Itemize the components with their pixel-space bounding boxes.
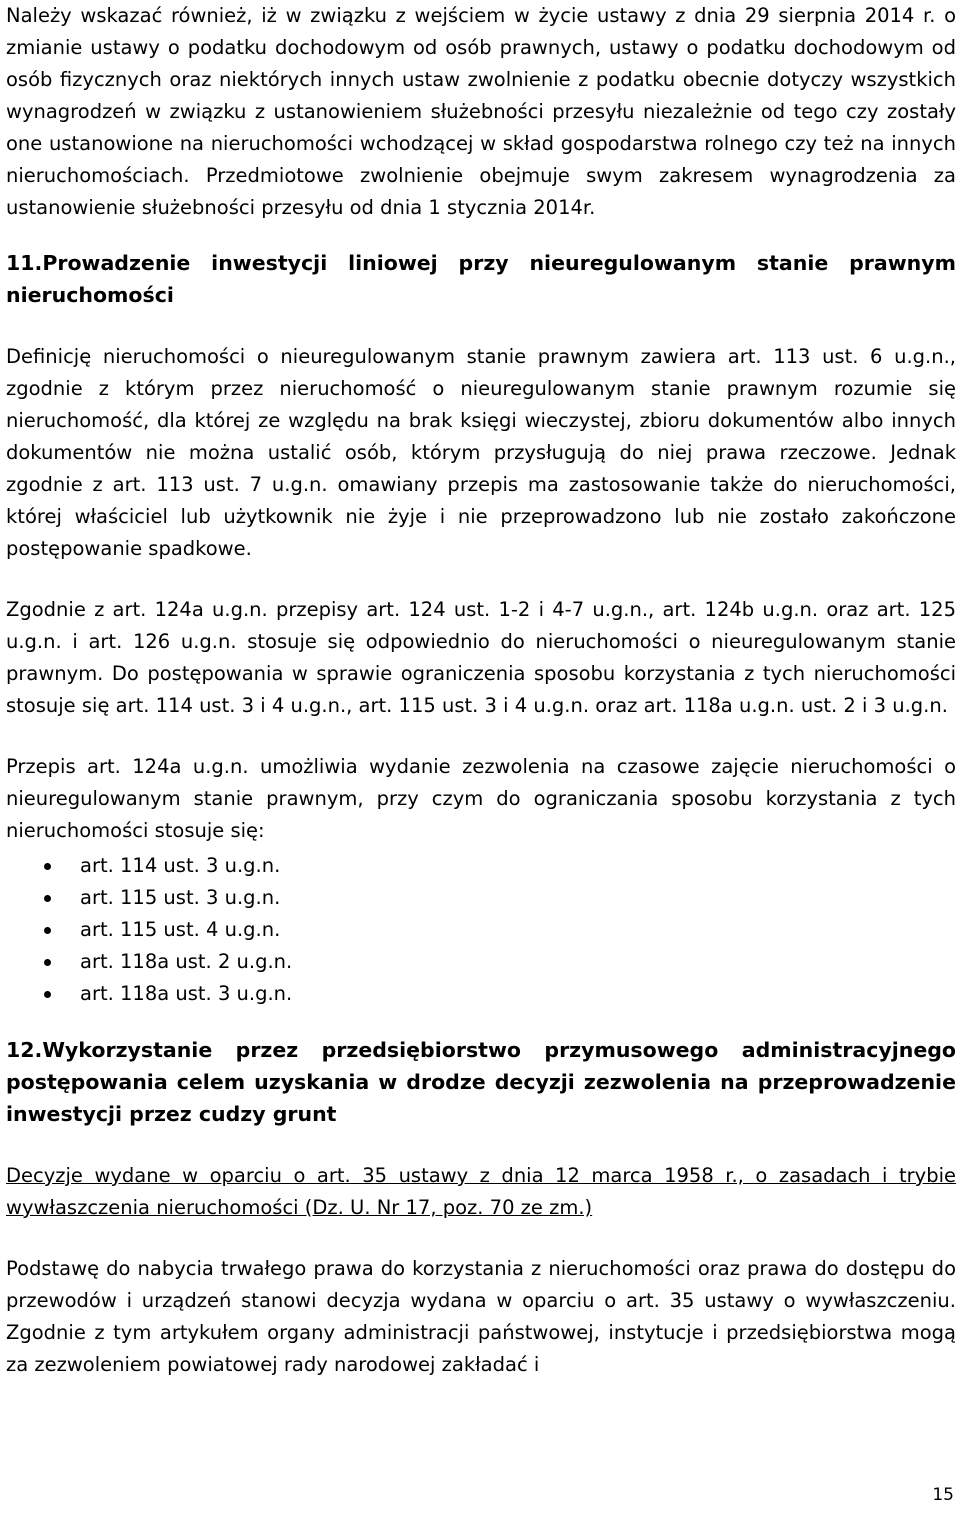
list-item-text: art. 115 ust. 3 u.g.n. xyxy=(80,886,281,909)
section-11-paragraph-2: Zgodnie z art. 124a u.g.n. przepisy art. 124 ust. 1-2 i 4-7 u.g.n., art. 124b u.g.n. oraz art. 125 u.g.n. i art. 126 u.g.n. stosuje się odpowiednio do nieruchomości o nieuregulowanym stanie prawnym. Do postępowania w sprawie ograniczenia sposobu korzystania z tych nieruchomości stosuje się art. 114 ust. 3 i 4 u.g.n., art. 115 ust. 3 i 4 u.g.n. oraz art. 118a u.g.n. ust. 2 i 3 u.g.n. xyxy=(6,598,956,717)
bullet-icon xyxy=(44,863,51,870)
section-12-paragraph-1: Podstawę do nabycia trwałego prawa do korzystania z nieruchomości oraz prawa do dostępu do przewodów i urządzeń stanowi decyzja wydana w oparciu o art. 35 ustawy o wywłaszczeniu. Zgodnie z tym artykułem organy administracji państwowej, instytucje i przedsiębiorstwa mogą za zezwoleniem powiatowej rady narodowej zakładać i xyxy=(6,1257,956,1376)
bullet-list xyxy=(6,850,956,1010)
list-item-text: art. 118a ust. 3 u.g.n. xyxy=(80,982,293,1005)
bullet-icon xyxy=(44,959,51,966)
list-item-text: art. 118a ust. 2 u.g.n. xyxy=(80,950,293,973)
section-12-underlined-paragraph: Decyzje wydane w oparciu o art. 35 ustawy z dnia 12 marca 1958 r., o zasadach i trybie wywłaszczenia nieruchomości (Dz. U. Nr 17, poz. 70 ze zm.) xyxy=(6,1164,956,1219)
list-item xyxy=(6,978,956,1010)
list-item xyxy=(6,914,956,946)
list-item xyxy=(6,946,956,978)
section-11-paragraph-1: Definicję nieruchomości o nieuregulowanym stanie prawnym zawiera art. 113 ust. 6 u.g.n., zgodnie z którym przez nieruchomość o nieuregulowanym stanie prawnym rozumie się nieruchomość, dla której ze względu na brak księgi wieczystej, zbioru dokumentów albo innych dokumentów nie można ustalić osób, którym przysługują do niej prawa rzeczowe. Jednak zgodnie z art. 113 ust. 7 u.g.n. omawiany przepis ma zastosowanie także do nieruchomości, której właściciel lub użytkownik nie żyje i nie przeprowadzono lub nie zostało zakończone postępowanie spadkowe. xyxy=(6,345,956,560)
bullet-icon xyxy=(44,927,51,934)
bullet-icon xyxy=(44,895,51,902)
section-11-heading: 11.Prowadzenie inwestycji liniowej przy nieuregulowanym stanie prawnym nieruchomości xyxy=(6,251,956,307)
list-item xyxy=(6,850,956,882)
list-item-text: art. 114 ust. 3 u.g.n. xyxy=(80,854,281,877)
page-number: 15 xyxy=(932,1485,954,1505)
intro-paragraph: Należy wskazać również, iż w związku z wejściem w życie ustawy z dnia 29 sierpnia 2014 r. o zmianie ustawy o podatku dochodowym od osób prawnych, ustawy o podatku dochodowym od osób fizycznych oraz niektórych innych ustaw zwolnienie z podatku obecnie dotyczy wszystkich wynagrodzeń w związku z ustanowieniem służebności przesyłu niezależnie od tego czy zostały one ustanowione na nieruchomości wchodzącej w skład gospodarstwa rolnego czy też na innych nieruchomościach. Przedmiotowe zwolnienie obejmuje swym zakresem wynagrodzenia za ustanowienie służebności przesyłu od dnia 1 stycznia 2014r. xyxy=(6,4,956,219)
bullet-icon xyxy=(44,991,51,998)
section-12-heading: 12.Wykorzystanie przez przedsiębiorstwo przymusowego administracyjnego postępowania celem uzyskania w drodze decyzji zezwolenia na przeprowadzenie inwestycji przez cudzy grunt xyxy=(6,1038,956,1126)
list-item xyxy=(6,882,956,914)
list-item-text: art. 115 ust. 4 u.g.n. xyxy=(80,918,281,941)
document-page xyxy=(6,0,956,1381)
section-11-paragraph-3: Przepis art. 124a u.g.n. umożliwia wydanie zezwolenia na czasowe zajęcie nieruchomości o nieuregulowanym stanie prawnym, przy czym do ograniczania sposobu korzystania z tych nieruchomości stosuje się: xyxy=(6,755,956,842)
